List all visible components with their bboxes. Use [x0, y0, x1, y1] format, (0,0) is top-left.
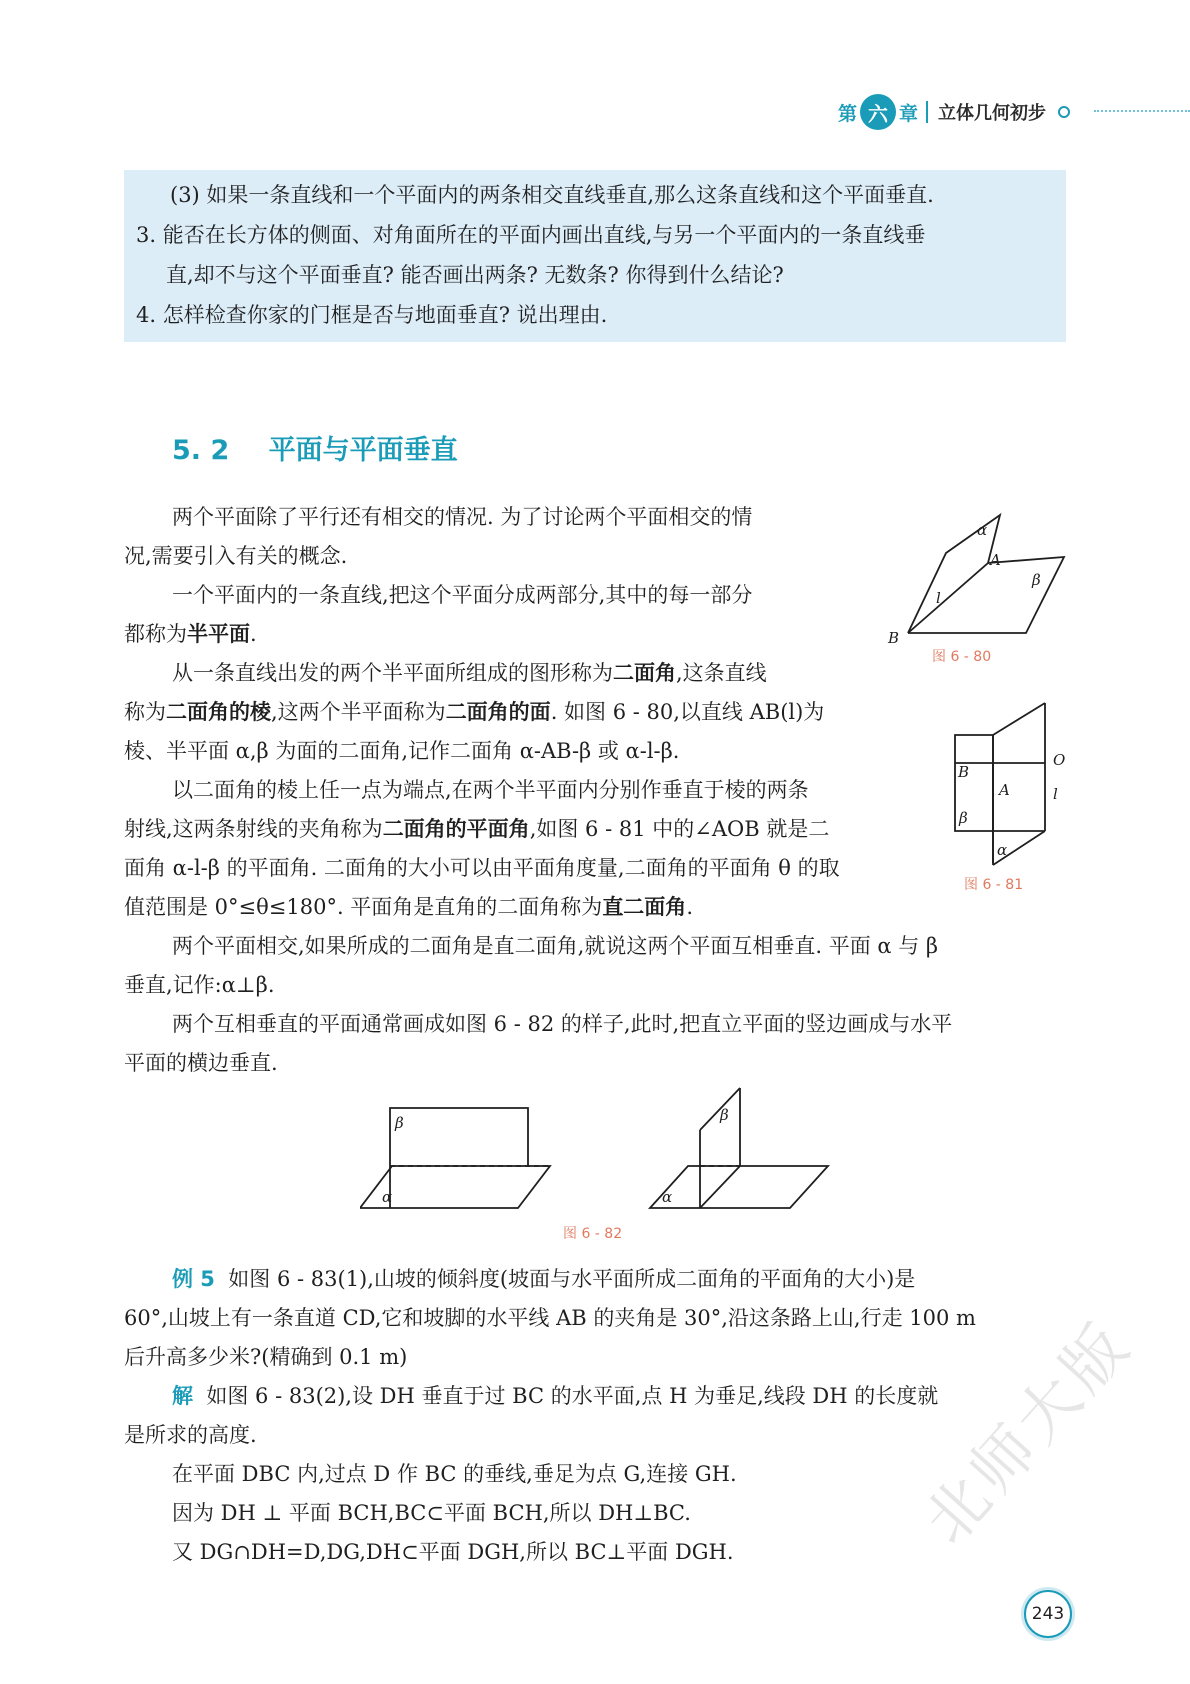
paragraph-line: 称为二面角的棱,这两个半平面称为二面角的面. 如图 6 - 80,以直线 AB(l)为: [124, 699, 825, 724]
section-heading: [172, 428, 458, 467]
figure-6-81-caption: 图 6 - 81: [964, 877, 1024, 893]
exercise-line-2: 3. 能否在长方体的侧面、对角面所在的平面内画出直线,与另一个平面内的一条直线垂: [136, 223, 926, 247]
example-line: 后升高多少米?(精确到 0.1 m): [124, 1345, 408, 1369]
header-divider: [926, 101, 928, 123]
fig82-left-label-beta: β: [395, 1114, 404, 1132]
exercise-line-1: (3) 如果一条直线和一个平面内的两条相交直线垂直,那么这条直线和这个平面垂直.: [170, 183, 934, 207]
fig80-label-beta: β: [1032, 571, 1041, 589]
fig80-label-l: l: [936, 589, 941, 607]
section-title: 平面与平面垂直: [268, 435, 458, 466]
term-face: 二面角的面: [445, 699, 551, 724]
fig81-label-o: O: [1053, 751, 1066, 769]
term-half-plane: 半平面: [187, 621, 250, 646]
example-line: 60°,山坡上有一条直道 CD,它和坡脚的水平线 AB 的夹角是 30°,沿这条路上山,行走 100 m: [124, 1306, 976, 1330]
figure-6-82-caption: 图 6 - 82: [563, 1226, 623, 1242]
example-line: 例 5 如图 6 - 83(1),山坡的倾斜度(坡面与水平面所成二面角的平面角的大小)是: [172, 1267, 916, 1291]
paragraph-line: 垂直,记作:α⊥β.: [124, 973, 275, 997]
chapter-prefix: 第: [838, 102, 858, 125]
fig81-label-beta: β: [959, 809, 968, 827]
figure-6-80: [880, 505, 1080, 645]
term-right-dihedral: 直二面角: [602, 894, 687, 919]
publisher-watermark: 北师大版: [909, 1306, 1146, 1558]
exercise-box: [124, 170, 1066, 342]
chapter-header: [838, 92, 1070, 132]
paragraph-line: 平面的横边垂直.: [124, 1051, 278, 1075]
fig81-label-alpha: α: [997, 841, 1008, 859]
paragraph-line: 一个平面内的一条直线,把这个平面分成两部分,其中的每一部分: [172, 583, 753, 607]
term-dihedral-angle: 二面角: [613, 660, 676, 685]
fig81-label-l: l: [1053, 785, 1058, 803]
paragraph-line: 以二面角的棱上任一点为端点,在两个半平面内分别作垂直于棱的两条: [172, 778, 809, 802]
solution-label: 解: [172, 1384, 193, 1408]
fig81-label-a: A: [999, 781, 1010, 799]
header-dotted-rule: [1094, 110, 1190, 112]
term-edge: 二面角的棱: [166, 699, 271, 724]
fig82-right-label-beta: β: [720, 1106, 729, 1124]
paragraph-line: 棱、半平面 α,β 为面的二面角,记作二面角 α-AB-β 或 α-l-β.: [124, 739, 680, 763]
figure-6-82-left: [360, 1100, 560, 1220]
figure-6-82-right: [640, 1080, 830, 1220]
paragraph-line: 两个互相垂直的平面通常画成如图 6 - 82 的样子,此时,把直立平面的竖边画成与水平: [172, 1012, 953, 1036]
paragraph-line: 从一条直线出发的两个半平面所组成的图形称为二面角,这条直线: [172, 660, 767, 685]
header-dot-icon: [1058, 106, 1070, 118]
solution-line: 因为 DH ⊥ 平面 BCH,BC⊂平面 BCH,所以 DH⊥BC.: [172, 1501, 691, 1525]
exercise-line-3: 直,却不与这个平面垂直? 能否画出两条? 无数条? 你得到什么结论?: [166, 263, 784, 287]
fig81-label-b: B: [958, 763, 970, 781]
term-plane-angle: 二面角的平面角: [382, 816, 530, 841]
chapter-suffix: 章: [899, 102, 919, 125]
paragraph-line: 两个平面相交,如果所成的二面角是直二面角,就说这两个平面互相垂直. 平面 α 与 β: [172, 934, 939, 958]
paragraph-line: 两个平面除了平行还有相交的情况. 为了讨论两个平面相交的情: [172, 505, 753, 529]
paragraph-line: 都称为半平面.: [124, 621, 257, 646]
paragraph-line: 面角 α-l-β 的平面角. 二面角的大小可以由平面角度量,二面角的平面角 θ 的取: [124, 856, 840, 880]
chapter-title: 立体几何初步: [938, 103, 1047, 124]
solution-line: 是所求的高度.: [124, 1423, 257, 1447]
solution-line: 又 DG∩DH=D,DG,DH⊂平面 DGH,所以 BC⊥平面 DGH.: [172, 1540, 734, 1564]
chapter-number-badge: 六: [860, 94, 896, 130]
page-number: 243: [1024, 1590, 1072, 1638]
fig80-label-alpha: α: [977, 521, 988, 539]
figure-6-81: [945, 695, 1075, 870]
solution-line: 解 如图 6 - 83(2),设 DH 垂直于过 BC 的水平面,点 H 为垂足,线段 DH 的长度就: [172, 1384, 939, 1408]
paragraph-line: 值范围是 0°≤θ≤180°. 平面角是直角的二面角称为直二面角.: [124, 894, 693, 919]
fig80-label-b: B: [888, 629, 900, 645]
exercise-line-4: 4. 怎样检查你家的门框是否与地面垂直? 说出理由.: [136, 303, 608, 327]
figure-6-80-caption: 图 6 - 80: [932, 649, 992, 665]
fig82-left-label-alpha: α: [382, 1188, 393, 1206]
fig80-label-a: A: [990, 551, 1001, 569]
section-number: 5. 2: [172, 435, 230, 466]
fig82-right-label-alpha: α: [662, 1188, 673, 1206]
paragraph-line: 况,需要引入有关的概念.: [124, 544, 348, 568]
solution-line: 在平面 DBC 内,过点 D 作 BC 的垂线,垂足为点 G,连接 GH.: [172, 1462, 737, 1486]
paragraph-line: 射线,这两条射线的夹角称为二面角的平面角,如图 6 - 81 中的∠AOB 就是二: [124, 816, 830, 841]
example-label: 例 5: [172, 1267, 215, 1291]
